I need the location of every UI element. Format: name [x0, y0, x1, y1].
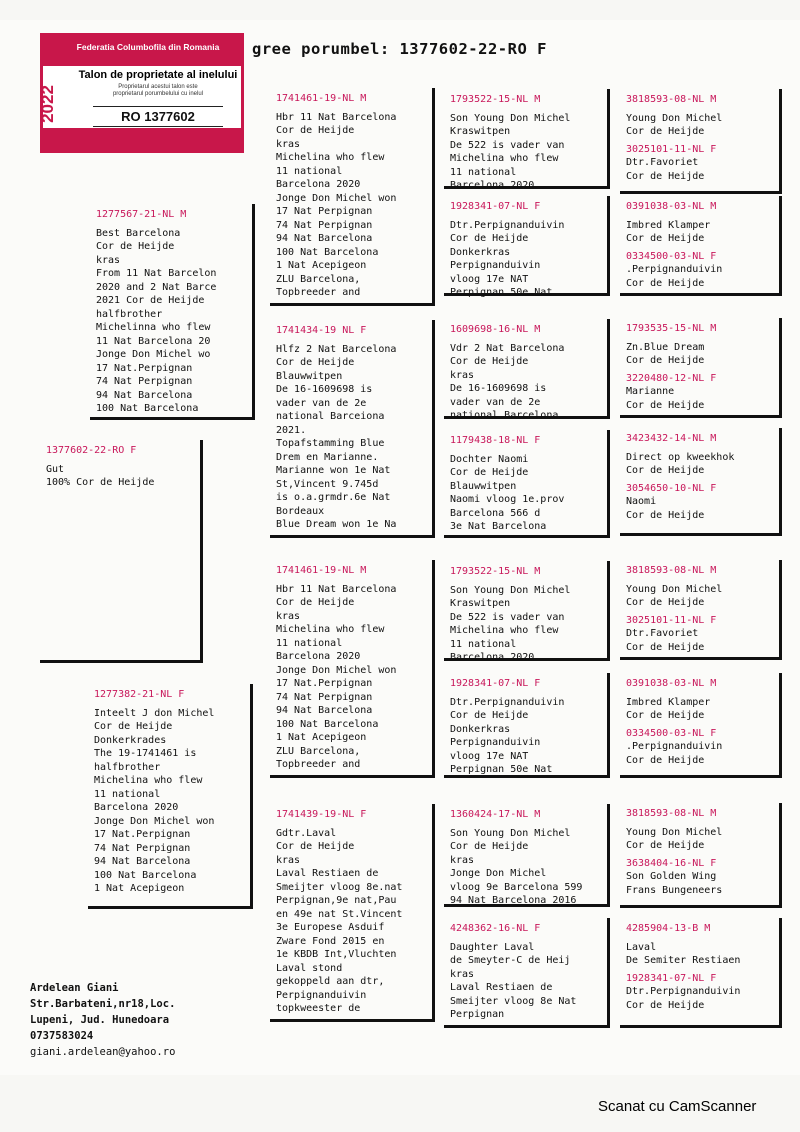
- pedigree-line: De 522 is vader van: [450, 611, 565, 623]
- pedigree-line: Cor de Heijde: [276, 125, 355, 136]
- pedigree-line: Donkerkras: [450, 246, 511, 258]
- pedigree-line: Barcelona 2020: [276, 651, 361, 662]
- ring-number: 1741461-19-NL M: [276, 565, 367, 576]
- pedigree-line: 11 national: [276, 637, 343, 649]
- great-grandparent-card: [444, 673, 610, 778]
- pedigree-line: 100 Nat Barcelona: [276, 246, 379, 258]
- pedigree-line: kras: [450, 968, 475, 980]
- pedigree-line: Cor de Heijde: [96, 241, 175, 252]
- pedigree-line: Michelina who flew: [94, 775, 203, 786]
- subject-card: [40, 440, 203, 663]
- pedigree-line: topkweester de: [276, 1003, 361, 1014]
- pedigree-line: 100 Nat Barcelona: [276, 718, 379, 730]
- owner-email: giani.ardelean@yahoo.ro: [30, 1046, 176, 1058]
- owner-phone: 0737583024: [30, 1030, 94, 1042]
- owner-info: [30, 980, 176, 1058]
- pedigree-line: From 11 Nat Barcelon: [96, 268, 217, 279]
- pedigree-line: Daughter Laval: [450, 941, 535, 953]
- pedigree-line: The 19-1741461 is: [94, 748, 197, 759]
- pedigree-line: Marianne: [626, 386, 675, 397]
- pedigree-line: Perpignanduivin: [450, 260, 541, 271]
- pedigree-line: Topafstamming Blue: [276, 438, 385, 449]
- left-margin-fragments: [0, 115, 28, 815]
- pedigree-line: Smeijter vloog 8e.nat: [276, 881, 403, 893]
- great-great-grandparents-card: [620, 428, 782, 536]
- pedigree-line: Young Don Michel: [626, 112, 723, 124]
- pedigree-line: Dtr.Favoriet: [626, 628, 699, 639]
- pedigree-line: Kraswitpen: [450, 598, 511, 609]
- stamp-organization: Federatia Columbofila din Romania: [76, 42, 220, 52]
- pedigree-line: Imbred Klamper: [626, 219, 711, 231]
- pedigree-line: Cor de Heijde: [626, 355, 705, 366]
- great-great-grandparents-card: [620, 318, 782, 418]
- pedigree-line: Perpignan,9e nat,Pau: [276, 895, 397, 906]
- pedigree-line: Perpignan 50e Nat: [450, 764, 553, 775]
- ring-number: 0334500-03-NL F: [626, 250, 717, 262]
- pedigree-line: De 16-1609698 is: [450, 383, 547, 394]
- grandparent-card: [270, 320, 435, 538]
- ring-number: 3818593-08-NL M: [626, 808, 717, 819]
- page-title: gree porumbel: 1377602-22-RO F: [252, 40, 547, 58]
- pedigree-line: Cor de Heijde: [276, 597, 355, 608]
- grandparent-card: [270, 88, 435, 306]
- pedigree-line: 74 Nat Perpignan: [96, 376, 193, 387]
- pedigree-line: Cor de Heijde: [626, 465, 705, 476]
- pedigree-line: Gut: [46, 463, 65, 475]
- pedigree-line: Son Golden Wing: [626, 871, 717, 882]
- pedigree-line: Drem en Marianne.: [276, 451, 379, 463]
- stamp-header-band: [43, 36, 241, 66]
- pedigree-line: Cor de Heijde: [626, 399, 705, 411]
- pedigree-line: Laval: [626, 941, 657, 953]
- pedigree-line: Barcelona 566 d: [450, 507, 541, 519]
- pedigree-line: 17 Nat Perpignan: [276, 206, 373, 217]
- ring-number: 3054650-10-NL F: [626, 482, 717, 494]
- pedigree-line: Barcelona 2020: [450, 180, 535, 191]
- ring-number: 1277567-21-NL M: [96, 209, 187, 220]
- great-great-grandparents-card: [620, 89, 782, 194]
- owner-address-line: Str.Barbateni,nr18,Loc.: [30, 998, 176, 1010]
- pedigree-line: Topbreeder and: [276, 759, 361, 770]
- pedigree-line: De Semiter Restiaen: [626, 955, 741, 966]
- pedigree-line: kras: [276, 854, 301, 866]
- pedigree-line: kras: [276, 610, 301, 622]
- pedigree-line: Cor de Heijde: [626, 710, 705, 721]
- ring-number: 1741461-19-NL M: [276, 93, 367, 104]
- pedigree-line: vloog 17e NAT: [450, 273, 529, 285]
- pedigree-line: Perpignan: [450, 1009, 505, 1020]
- pedigree-line: Michelina who flew: [276, 624, 385, 635]
- pedigree-line: Donkerkrades: [94, 734, 167, 746]
- pedigree-line: Hbr 11 Nat Barcelona: [276, 111, 397, 123]
- pedigree-line: national Barcelona: [450, 410, 559, 421]
- stamp-subtitle: [73, 84, 243, 98]
- pedigree-line: 74 Nat Perpignan: [94, 842, 191, 854]
- pedigree-line: vloog 9e Barcelona 599: [450, 881, 583, 893]
- great-grandparent-card: [444, 804, 610, 907]
- pedigree-line: 11 national: [276, 165, 343, 177]
- pedigree-line: Cor de Heijde: [626, 999, 705, 1011]
- great-grandparent-card: [444, 89, 610, 189]
- stamp-ring-number: RO 1377602: [93, 106, 223, 127]
- ring-number: 0391038-03-NL M: [626, 678, 717, 689]
- great-grandparent-card: [444, 430, 610, 538]
- pedigree-line: Laval Restiaen de: [276, 868, 379, 879]
- pedigree-line: De 16-1609698 is: [276, 384, 373, 395]
- ring-number: 0391038-03-NL M: [626, 201, 717, 212]
- ring-number: 3423432-14-NL M: [626, 433, 717, 444]
- pedigree-line: .Perpignanduivin: [626, 264, 723, 275]
- pedigree-line: Cor de Heijde: [626, 233, 705, 244]
- pedigree-line: kras: [276, 138, 301, 150]
- pedigree-line: Bordeaux: [276, 505, 325, 517]
- pedigree-line: is o.a.grmdr.6e Nat: [276, 492, 391, 503]
- pedigree-line: vader van de 2e: [450, 396, 541, 408]
- ring-number: 1793535-15-NL M: [626, 323, 717, 334]
- pedigree-line: 100 Nat Barcelona: [96, 403, 199, 414]
- pedigree-line: Naomi: [626, 496, 657, 507]
- ring-number: 3818593-08-NL M: [626, 565, 717, 576]
- pedigree-line: 11 Nat Barcelona 20: [96, 335, 211, 347]
- pedigree-line: Michelina who flew: [450, 153, 559, 164]
- pedigree-line: Vdr 2 Nat Barcelona: [450, 342, 565, 354]
- pedigree-line: Cor de Heijde: [450, 710, 529, 721]
- pedigree-line: 17 Nat.Perpignan: [276, 678, 373, 689]
- pedigree-line: Topbreeder and: [276, 287, 361, 298]
- pedigree-line: Jonge Don Michel wo: [96, 349, 211, 360]
- great-great-grandparents-card: [620, 918, 782, 1028]
- pedigree-line: 74 Nat Perpignan: [276, 691, 373, 703]
- pedigree-line: Laval Restiaen de: [450, 982, 553, 993]
- pedigree-line: 11 national: [94, 788, 161, 800]
- pedigree-line: 2020 and 2 Nat Barce: [96, 281, 217, 293]
- pedigree-line: Son Young Don Michel: [450, 112, 571, 124]
- pedigree-line: national Barceiona: [276, 411, 385, 422]
- ring-number: 3025101-11-NL F: [626, 143, 717, 155]
- ring-number: 1609698-16-NL M: [450, 324, 541, 335]
- pedigree-line: 3e Europese Asduif: [276, 922, 385, 933]
- ring-number: 4285904-13-B M: [626, 923, 711, 934]
- pedigree-line: Best Barcelona: [96, 227, 181, 239]
- ring-number: 3220480-12-NL F: [626, 372, 717, 384]
- pedigree-line: Blauwwitpen: [276, 370, 343, 382]
- pedigree-line: .Perpignanduivin: [626, 741, 723, 752]
- great-great-grandparents-card: [620, 803, 782, 908]
- stamp-subtitle-line: proprietarul porumbelului cu inelul: [112, 91, 204, 97]
- pedigree-line: Son Young Don Michel: [450, 827, 571, 839]
- pedigree-line: Smeijter vloog 8e Nat: [450, 995, 577, 1007]
- great-great-grandparents-card: [620, 673, 782, 778]
- ring-number: 1793522-15-NL M: [450, 566, 541, 577]
- scanner-watermark: Scanat cu CamScanner: [598, 1098, 757, 1115]
- pedigree-line: Jonge Don Michel won: [276, 664, 397, 676]
- owner-name: Ardelean Giani: [30, 982, 119, 994]
- pedigree-line: Cor de Heijde: [626, 840, 705, 851]
- pedigree-line: Perpignanduivin: [276, 989, 367, 1001]
- ring-number: 3638404-16-NL F: [626, 857, 717, 869]
- pedigree-line: Blue Dream won 1e Na: [276, 519, 397, 530]
- pedigree-line: 100% Cor de Heijde: [46, 477, 155, 488]
- pedigree-line: Imbred Klamper: [626, 696, 711, 708]
- great-grandparent-card: [444, 319, 610, 419]
- stamp-subtitle-line: Proprietarul acestui talon este: [118, 84, 198, 90]
- great-great-grandparents-card: [620, 560, 782, 660]
- pedigree-line: en 49e nat St.Vincent: [276, 908, 403, 920]
- pedigree-line: Cor de Heijde: [626, 754, 705, 766]
- pedigree-line: Cor de Heijde: [626, 126, 705, 137]
- pedigree-line: Donkerkras: [450, 723, 511, 735]
- pedigree-line: Laval stond: [276, 962, 343, 974]
- ring-number: 1377602-22-RO F: [46, 445, 137, 456]
- pedigree-line: Cor de Heijde: [626, 641, 705, 653]
- pedigree-line: Jonge Don Michel: [450, 868, 547, 879]
- pedigree-line: vloog 17e NAT: [450, 750, 529, 762]
- owner-address-line: Lupeni, Jud. Hunedoara: [30, 1014, 170, 1026]
- pedigree-line: kras: [450, 369, 475, 381]
- sire-card: [90, 204, 255, 420]
- pedigree-line: Marianne won 1e Nat: [276, 465, 391, 476]
- pedigree-line: Cor de Heijde: [450, 467, 529, 478]
- pedigree-line: Cor de Heijde: [626, 277, 705, 289]
- pedigree-line: 1 Nat Acepigeon: [276, 732, 367, 743]
- pedigree-line: 3e Nat Barcelona: [450, 521, 547, 532]
- pedigree-line: halfbrother: [94, 761, 161, 773]
- pedigree-line: 1e KBDB Int,Vluchten: [276, 949, 397, 960]
- ring-number: 4248362-16-NL F: [450, 923, 541, 934]
- ring-number: 3818593-08-NL M: [626, 94, 717, 105]
- pedigree-line: 1 Nat Acepigeon: [276, 260, 367, 271]
- stamp-year: 2022: [37, 85, 57, 123]
- pedigree-line: 17 Nat.Perpignan: [94, 829, 191, 840]
- pedigree-line: kras: [96, 254, 121, 266]
- ring-number: 1928341-07-NL F: [626, 972, 717, 984]
- pedigree-line: 94 Nat Barcelona: [276, 233, 373, 244]
- pedigree-line: Inteelt J don Michel: [94, 707, 215, 719]
- pedigree-line: 94 Nat Barcelona: [276, 705, 373, 716]
- pedigree-line: 17 Nat.Perpignan: [96, 362, 193, 374]
- great-great-grandparents-card: [620, 196, 782, 296]
- pedigree-line: Frans Bungeneers: [626, 884, 723, 896]
- ring-number: 1741434-19 NL F: [276, 325, 367, 336]
- pedigree-line: ZLU Barcelona,: [276, 273, 361, 285]
- ring-number: 0334500-03-NL F: [626, 727, 717, 739]
- pedigree-line: Zware Fond 2015 en: [276, 935, 385, 947]
- pedigree-line: Cor de Heijde: [626, 597, 705, 608]
- pedigree-line: Cor de Heijde: [276, 357, 355, 368]
- pedigree-line: Michelinna who flew: [96, 322, 211, 333]
- dam-card: [88, 684, 253, 909]
- pedigree-line: St,Vincent 9.745d: [276, 478, 379, 490]
- pedigree-line: Cor de Heijde: [94, 721, 173, 732]
- pedigree-line: Son Young Don Michel: [450, 584, 571, 596]
- great-grandparent-card: [444, 196, 610, 296]
- pedigree-line: Cor de Heijde: [450, 233, 529, 244]
- pedigree-line: Cor de Heijde: [450, 356, 529, 367]
- stamp-footer-band: [43, 128, 241, 150]
- pedigree-line: Michelina who flew: [450, 625, 559, 636]
- pedigree-line: Hbr 11 Nat Barcelona: [276, 583, 397, 595]
- pedigree-line: 2021 Cor de Heijde: [96, 295, 205, 306]
- pedigree-line: Blauwwitpen: [450, 480, 517, 492]
- ring-number: 1179438-18-NL F: [450, 435, 541, 446]
- pedigree-line: Dtr.Perpignanduivin: [450, 696, 565, 708]
- pedigree-line: Michelina who flew: [276, 152, 385, 163]
- pedigree-line: kras: [450, 854, 475, 866]
- stamp-title: Talon de proprietate al inelului: [78, 69, 238, 81]
- pedigree-line: Kraswitpen: [450, 126, 511, 137]
- pedigree-line: 100 Nat Barcelona: [94, 869, 197, 881]
- pedigree-line: gekoppeld aan dtr,: [276, 976, 385, 987]
- grandparent-card: [270, 560, 435, 778]
- pedigree-line: 11 national: [450, 166, 517, 178]
- grandparent-card: [270, 804, 435, 1022]
- pedigree-line: 2021.: [276, 424, 307, 436]
- pedigree-line: Young Don Michel: [626, 583, 723, 595]
- pedigree-line: 11 national: [450, 638, 517, 650]
- great-grandparent-card: [444, 918, 610, 1028]
- pedigree-line: Cor de Heijde: [276, 841, 355, 852]
- pedigree-line: Cor de Heijde: [626, 170, 705, 182]
- pedigree-line: Naomi vloog 1e.prov: [450, 494, 565, 505]
- pedigree-line: Dtr.Favoriet: [626, 157, 699, 168]
- pedigree-line: Dochter Naomi: [450, 453, 529, 465]
- pedigree-line: vader van de 2e: [276, 397, 367, 409]
- pedigree-line: Gdtr.Laval: [276, 827, 337, 839]
- ring-number: 1741439-19-NL F: [276, 809, 367, 820]
- ring-number: 3025101-11-NL F: [626, 614, 717, 626]
- ring-number: 1793522-15-NL M: [450, 94, 541, 105]
- pedigree-line: De 522 is vader van: [450, 139, 565, 151]
- pedigree-line: 1 Nat Acepigeon: [94, 883, 185, 894]
- pedigree-line: Perpignan 50e Nat: [450, 287, 553, 298]
- pedigree-line: 94 Nat Barcelona: [94, 856, 191, 867]
- pedigree-line: Barcelona 2020: [276, 179, 361, 190]
- pedigree-line: Zn.Blue Dream: [626, 341, 705, 353]
- pedigree-line: Cor de Heijde: [450, 841, 529, 852]
- ring-number: 1277382-21-NL F: [94, 689, 185, 700]
- pedigree-line: Barcelona 2020: [94, 802, 179, 813]
- pedigree-line: Young Don Michel: [626, 826, 723, 838]
- ring-ownership-stamp: [37, 33, 244, 153]
- pedigree-line: ZLU Barcelona,: [276, 745, 361, 757]
- pedigree-line: Cor de Heijde: [626, 509, 705, 521]
- pedigree-line: 94 Nat Barcelona: [96, 389, 193, 401]
- pedigree-line: Jonge Don Michel won: [94, 815, 215, 827]
- pedigree-line: halfbrother: [96, 308, 163, 320]
- pedigree-line: Hlfz 2 Nat Barcelona: [276, 343, 397, 355]
- ring-number: 1928341-07-NL F: [450, 201, 541, 212]
- pedigree-line: Perpignanduivin: [450, 737, 541, 748]
- pedigree-line: Dtr.Perpignanduivin: [450, 219, 565, 231]
- pedigree-line: Direct op kweekhok: [626, 451, 735, 463]
- pedigree-line: Jonge Don Michel won: [276, 192, 397, 204]
- pedigree-line: 94 Nat Barcelona 2016: [450, 895, 577, 906]
- ring-number: 1928341-07-NL F: [450, 678, 541, 689]
- ring-number: 1360424-17-NL M: [450, 809, 541, 820]
- great-grandparent-card: [444, 561, 610, 661]
- pedigree-line: Dtr.Perpignanduivin: [626, 986, 741, 997]
- pedigree-line: 74 Nat Perpignan: [276, 219, 373, 231]
- pedigree-line: de Smeyter-C de Heij: [450, 955, 571, 966]
- pedigree-line: Barcelona 2020: [450, 652, 535, 663]
